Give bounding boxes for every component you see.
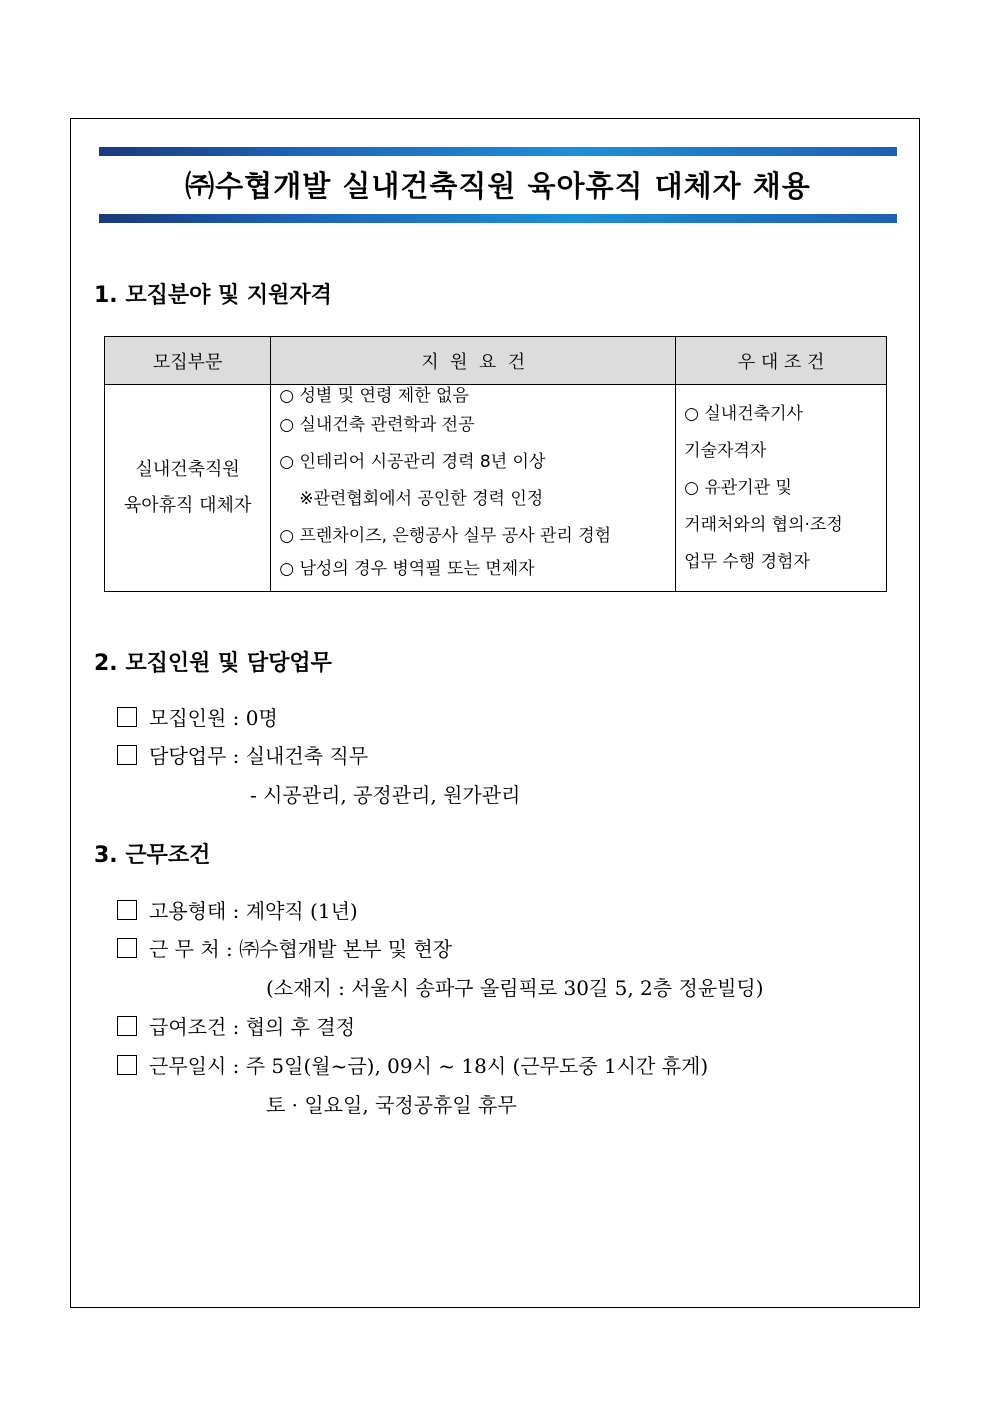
header-conditions: 지 원 요 건 bbox=[271, 337, 676, 385]
condition-item: ○ 남성의 경우 병역필 또는 면제자 bbox=[279, 559, 535, 579]
workplace-line bbox=[117, 933, 452, 962]
checkbox-icon bbox=[117, 745, 137, 765]
title-bar-top bbox=[99, 147, 897, 156]
duty-text: 담당업무 : 실내건축 직무 bbox=[149, 744, 369, 768]
employment-line bbox=[117, 895, 358, 924]
address-text: (소재지 : 서울시 송파구 올림픽로 30길 5, 2층 정윤빌딩) bbox=[266, 976, 764, 1000]
section3-heading: 3. 근무조건 bbox=[94, 843, 211, 868]
condition-item: ○ 성별 및 연령 제한 없음 bbox=[279, 386, 469, 406]
dept-cell bbox=[105, 385, 271, 592]
table-row bbox=[105, 385, 887, 592]
duty-line bbox=[117, 740, 368, 769]
condition-item: ○ 인테리어 시공관리 경력 8년 이상 bbox=[279, 452, 546, 472]
checkbox-icon bbox=[117, 900, 137, 920]
recruit-text: 모집인원 : 0명 bbox=[149, 706, 278, 730]
holidays-text: 토 · 일요일, 국정공휴일 휴무 bbox=[266, 1093, 517, 1117]
section1-heading: 1. 모집분야 및 지원자격 bbox=[94, 283, 332, 308]
preference-item: 거래처와의 협의·조정 bbox=[684, 514, 843, 535]
condition-note: ※관련협회에서 공인한 경력 인정 bbox=[299, 489, 544, 509]
checkbox-icon bbox=[117, 938, 137, 958]
preference-item: ○ 실내건축기사 bbox=[684, 403, 803, 424]
checkbox-icon bbox=[117, 1055, 137, 1075]
checkbox-icon bbox=[117, 707, 137, 727]
employment-text: 고용형태 : 계약직 (1년) bbox=[149, 899, 358, 923]
table-header-row bbox=[105, 337, 887, 385]
duty-detail: - 시공관리, 공정관리, 원가관리 bbox=[250, 783, 521, 807]
salary-line bbox=[117, 1011, 355, 1040]
recruit-line bbox=[117, 702, 278, 731]
title-bar-bottom bbox=[99, 214, 897, 223]
hours-text: 근무일시 : 주 5일(월~금), 09시 ~ 18시 (근무도중 1시간 휴게) bbox=[149, 1054, 709, 1078]
dept-line1: 실내건축직원 bbox=[135, 459, 240, 480]
header-preferences: 우 대 조 건 bbox=[676, 337, 887, 385]
conditions-cell bbox=[271, 385, 676, 592]
preference-item: 기술자격자 bbox=[684, 440, 767, 461]
requirements-table bbox=[104, 336, 887, 592]
checkbox-icon bbox=[117, 1016, 137, 1036]
page-title: ㈜수협개발 실내건축직원 육아휴직 대체자 채용 bbox=[185, 169, 811, 203]
header-dept: 모집부문 bbox=[105, 337, 271, 385]
workplace-text: 근 무 처 : ㈜수협개발 본부 및 현장 bbox=[149, 937, 453, 961]
condition-item: ○ 실내건축 관련학과 전공 bbox=[279, 415, 475, 435]
preference-item: 업무 수행 경험자 bbox=[684, 551, 810, 572]
dept-line2: 육아휴직 대체자 bbox=[123, 495, 252, 516]
salary-text: 급여조건 : 협의 후 결정 bbox=[149, 1015, 356, 1039]
preferences-cell bbox=[676, 385, 887, 592]
preference-item: ○ 유관기관 및 bbox=[684, 477, 792, 498]
condition-item: ○ 프렌차이즈, 은행공사 실무 공사 관리 경험 bbox=[279, 526, 612, 546]
hours-line bbox=[117, 1050, 708, 1079]
section2-heading: 2. 모집인원 및 담당업무 bbox=[94, 651, 332, 676]
